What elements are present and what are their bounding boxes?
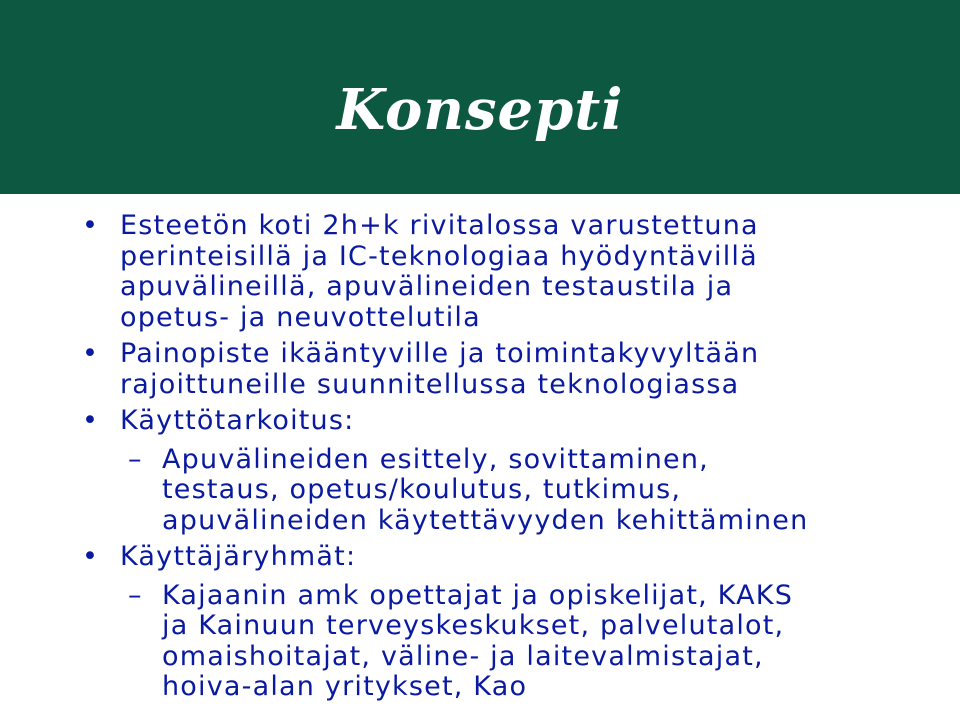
bullet-item (82, 542, 942, 573)
bullet-line: apuvälineillä, apuvälineiden testaustila ja (120, 271, 734, 302)
sub-bullet-marker: – (128, 579, 143, 611)
bullet-marker: • (82, 405, 100, 436)
bullet-marker: • (82, 338, 100, 369)
bullet-line: Käyttötarkoitus: (120, 405, 355, 436)
sub-bullet-marker: – (128, 443, 143, 475)
sub-bullet-line: apuvälineiden käytettävyyden kehittäminen (162, 504, 809, 536)
sub-bullet-line: Kajaanin amk opettajat ja opiskelijat, KAKS (162, 579, 794, 611)
bullet-line: rajoittuneille suunnitellussa teknologiassa (120, 368, 740, 400)
sub-bullet-item (82, 581, 942, 703)
bullet-item (82, 406, 942, 437)
slide-body (82, 205, 942, 703)
bullet-line: perinteisillä ja IC-teknologiaa hyödyntävillä (120, 240, 758, 272)
bullet-marker: • (82, 210, 100, 241)
sub-bullet-line: hoiva-alan yritykset, Kao (162, 671, 528, 702)
bullet-marker: • (82, 541, 100, 572)
sub-bullet-line: ja Kainuun terveyskeskukset, palvelutalot, (162, 610, 785, 641)
bullet-line: opetus- ja neuvottelutila (120, 301, 481, 333)
bullet-item (82, 211, 942, 333)
bullet-line: Painopiste ikääntyville ja toimintakyvyltään (120, 338, 760, 369)
slide-title: Konsepti (336, 77, 624, 143)
sub-bullet-item (82, 445, 942, 537)
sub-bullet-line: Apuvälineiden esittely, sovittaminen, (162, 443, 709, 475)
bullet-line: Käyttäjäryhmät: (120, 541, 357, 572)
sub-bullet-line: testaus, opetus/koulutus, tutkimus, (162, 474, 682, 505)
bullet-line: Esteetön koti 2h+k rivitalossa varustettuna (120, 210, 759, 241)
sub-bullet-line: omaishoitajat, väline- ja laitevalmistajat, (162, 640, 764, 672)
bullet-item (82, 339, 942, 400)
